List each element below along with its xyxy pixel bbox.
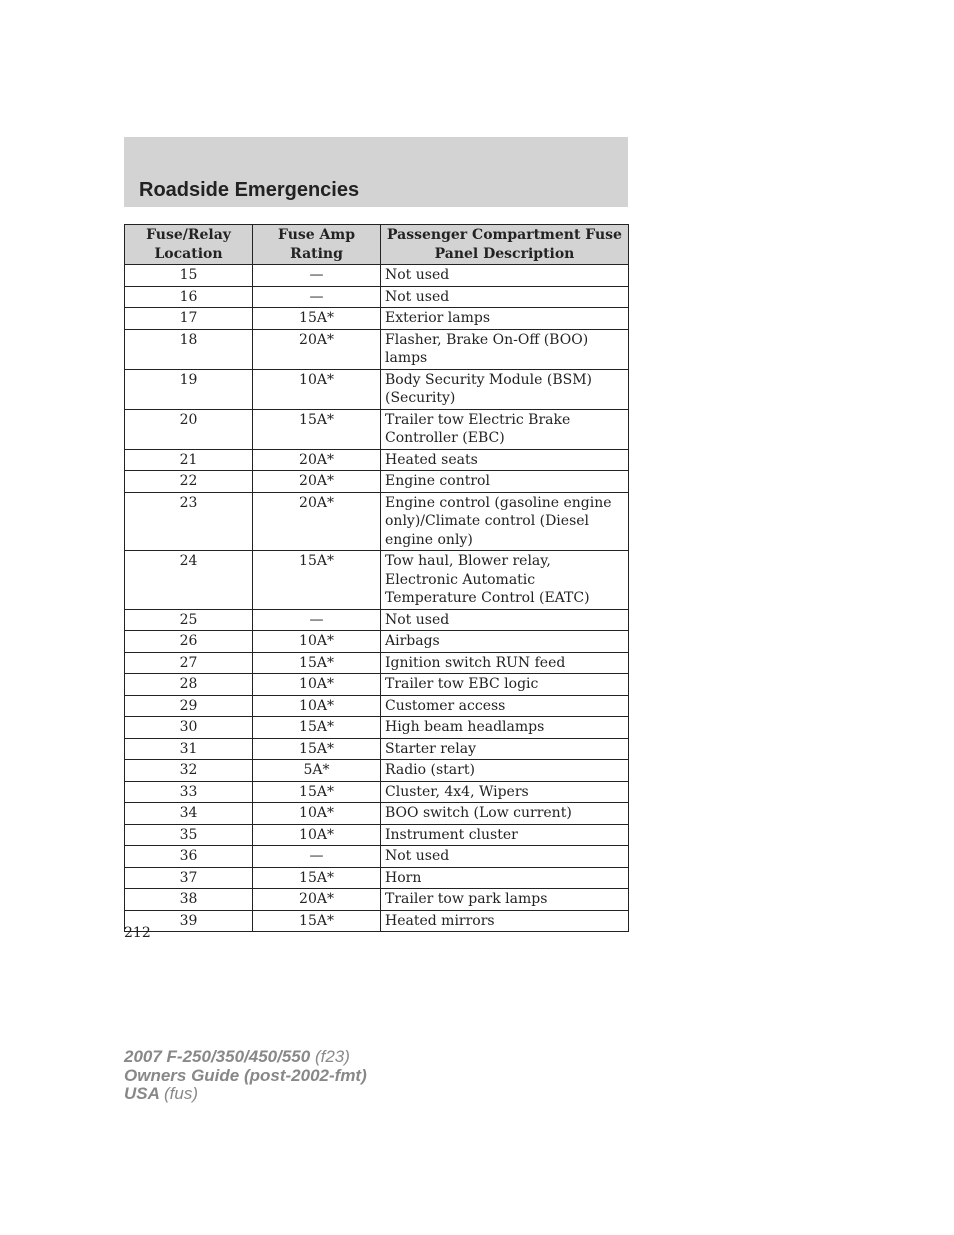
- cell-amp-rating: 10A*: [253, 695, 381, 717]
- cell-description: Trailer tow park lamps: [381, 889, 629, 911]
- cell-location: 22: [125, 471, 253, 493]
- footer-line-3: [124, 1085, 367, 1104]
- cell-amp-rating: 10A*: [253, 674, 381, 696]
- cell-location: 39: [125, 910, 253, 932]
- cell-description: Flasher, Brake On-Off (BOO) lamps: [381, 329, 629, 369]
- table-row: [125, 449, 629, 471]
- cell-location: 33: [125, 781, 253, 803]
- cell-description: Starter relay: [381, 738, 629, 760]
- cell-amp-rating: 15A*: [253, 867, 381, 889]
- table-row: [125, 846, 629, 868]
- cell-description: Exterior lamps: [381, 308, 629, 330]
- cell-description: Instrument cluster: [381, 824, 629, 846]
- footer-line-2: [124, 1067, 367, 1086]
- cell-amp-rating: 20A*: [253, 471, 381, 493]
- cell-location: 37: [125, 867, 253, 889]
- cell-description: Heated seats: [381, 449, 629, 471]
- cell-description: Not used: [381, 286, 629, 308]
- cell-description: Tow haul, Blower relay, Electronic Automatic Temperature Control (EATC): [381, 551, 629, 610]
- table-row: [125, 695, 629, 717]
- cell-description: Radio (start): [381, 760, 629, 782]
- cell-amp-rating: 20A*: [253, 492, 381, 551]
- cell-amp-rating: 10A*: [253, 631, 381, 653]
- cell-location: 32: [125, 760, 253, 782]
- cell-amp-rating: —: [253, 609, 381, 631]
- fuse-table-body: [125, 265, 629, 932]
- cell-amp-rating: 15A*: [253, 652, 381, 674]
- cell-amp-rating: 15A*: [253, 910, 381, 932]
- cell-amp-rating: 10A*: [253, 803, 381, 825]
- cell-amp-rating: —: [253, 286, 381, 308]
- cell-location: 29: [125, 695, 253, 717]
- cell-description: Body Security Module (BSM) (Security): [381, 369, 629, 409]
- fuse-table: [124, 224, 629, 932]
- cell-location: 38: [125, 889, 253, 911]
- cell-location: 21: [125, 449, 253, 471]
- cell-amp-rating: 15A*: [253, 551, 381, 610]
- section-header-band: [124, 137, 628, 207]
- cell-description: Trailer tow EBC logic: [381, 674, 629, 696]
- cell-description: Airbags: [381, 631, 629, 653]
- table-row: [125, 631, 629, 653]
- cell-location: 35: [125, 824, 253, 846]
- header-amp-rating: Fuse Amp Rating: [253, 225, 381, 265]
- footer-guide: Owners Guide (post-2002-fmt): [124, 1065, 367, 1085]
- cell-amp-rating: 20A*: [253, 449, 381, 471]
- cell-description: Engine control: [381, 471, 629, 493]
- cell-location: 19: [125, 369, 253, 409]
- cell-location: 36: [125, 846, 253, 868]
- cell-location: 26: [125, 631, 253, 653]
- cell-amp-rating: 10A*: [253, 824, 381, 846]
- table-row: [125, 308, 629, 330]
- cell-description: Horn: [381, 867, 629, 889]
- footer-line-1: [124, 1048, 367, 1067]
- table-row: [125, 781, 629, 803]
- table-row: [125, 867, 629, 889]
- document-footer: [124, 1048, 367, 1104]
- cell-amp-rating: 15A*: [253, 409, 381, 449]
- footer-market: USA: [124, 1084, 160, 1103]
- cell-amp-rating: 5A*: [253, 760, 381, 782]
- cell-amp-rating: 15A*: [253, 781, 381, 803]
- table-row: [125, 492, 629, 551]
- cell-location: 34: [125, 803, 253, 825]
- footer-model-code: (f23): [314, 1047, 350, 1066]
- cell-description: Not used: [381, 609, 629, 631]
- cell-location: 23: [125, 492, 253, 551]
- cell-amp-rating: 20A*: [253, 889, 381, 911]
- header-location: Fuse/Relay Location: [125, 225, 253, 265]
- cell-location: 17: [125, 308, 253, 330]
- table-row: [125, 889, 629, 911]
- cell-amp-rating: 15A*: [253, 308, 381, 330]
- cell-description: High beam headlamps: [381, 717, 629, 739]
- table-row: [125, 824, 629, 846]
- footer-market-code: (fus): [164, 1084, 198, 1103]
- cell-description: Cluster, 4x4, Wipers: [381, 781, 629, 803]
- cell-amp-rating: —: [253, 265, 381, 287]
- cell-location: 25: [125, 609, 253, 631]
- table-row: [125, 329, 629, 369]
- page-number: 212: [124, 925, 151, 941]
- table-row: [125, 717, 629, 739]
- cell-description: Not used: [381, 846, 629, 868]
- cell-location: 27: [125, 652, 253, 674]
- cell-amp-rating: 15A*: [253, 717, 381, 739]
- cell-description: Not used: [381, 265, 629, 287]
- table-row: [125, 551, 629, 610]
- cell-location: 20: [125, 409, 253, 449]
- table-row: [125, 738, 629, 760]
- table-row: [125, 652, 629, 674]
- table-row: [125, 286, 629, 308]
- cell-amp-rating: 10A*: [253, 369, 381, 409]
- cell-description: Heated mirrors: [381, 910, 629, 932]
- cell-location: 31: [125, 738, 253, 760]
- cell-description: BOO switch (Low current): [381, 803, 629, 825]
- cell-location: 18: [125, 329, 253, 369]
- cell-description: Ignition switch RUN feed: [381, 652, 629, 674]
- cell-amp-rating: 20A*: [253, 329, 381, 369]
- fuse-table-header: [125, 225, 629, 265]
- cell-location: 15: [125, 265, 253, 287]
- cell-location: 30: [125, 717, 253, 739]
- header-description: Passenger Compartment Fuse Panel Description: [381, 225, 629, 265]
- table-row: [125, 409, 629, 449]
- cell-location: 16: [125, 286, 253, 308]
- section-title: Roadside Emergencies: [139, 179, 360, 201]
- table-row: [125, 803, 629, 825]
- cell-description: Trailer tow Electric Brake Controller (EBC): [381, 409, 629, 449]
- cell-amp-rating: —: [253, 846, 381, 868]
- table-row: [125, 609, 629, 631]
- table-row: [125, 910, 629, 932]
- table-row: [125, 265, 629, 287]
- cell-location: 28: [125, 674, 253, 696]
- table-row: [125, 760, 629, 782]
- table-row: [125, 674, 629, 696]
- table-row: [125, 369, 629, 409]
- footer-model: 2007 F-250/350/450/550: [124, 1047, 311, 1066]
- cell-location: 24: [125, 551, 253, 610]
- cell-description: Engine control (gasoline engine only)/Climate control (Diesel engine only): [381, 492, 629, 551]
- header-row: [125, 225, 629, 265]
- cell-amp-rating: 15A*: [253, 738, 381, 760]
- table-row: [125, 471, 629, 493]
- cell-description: Customer access: [381, 695, 629, 717]
